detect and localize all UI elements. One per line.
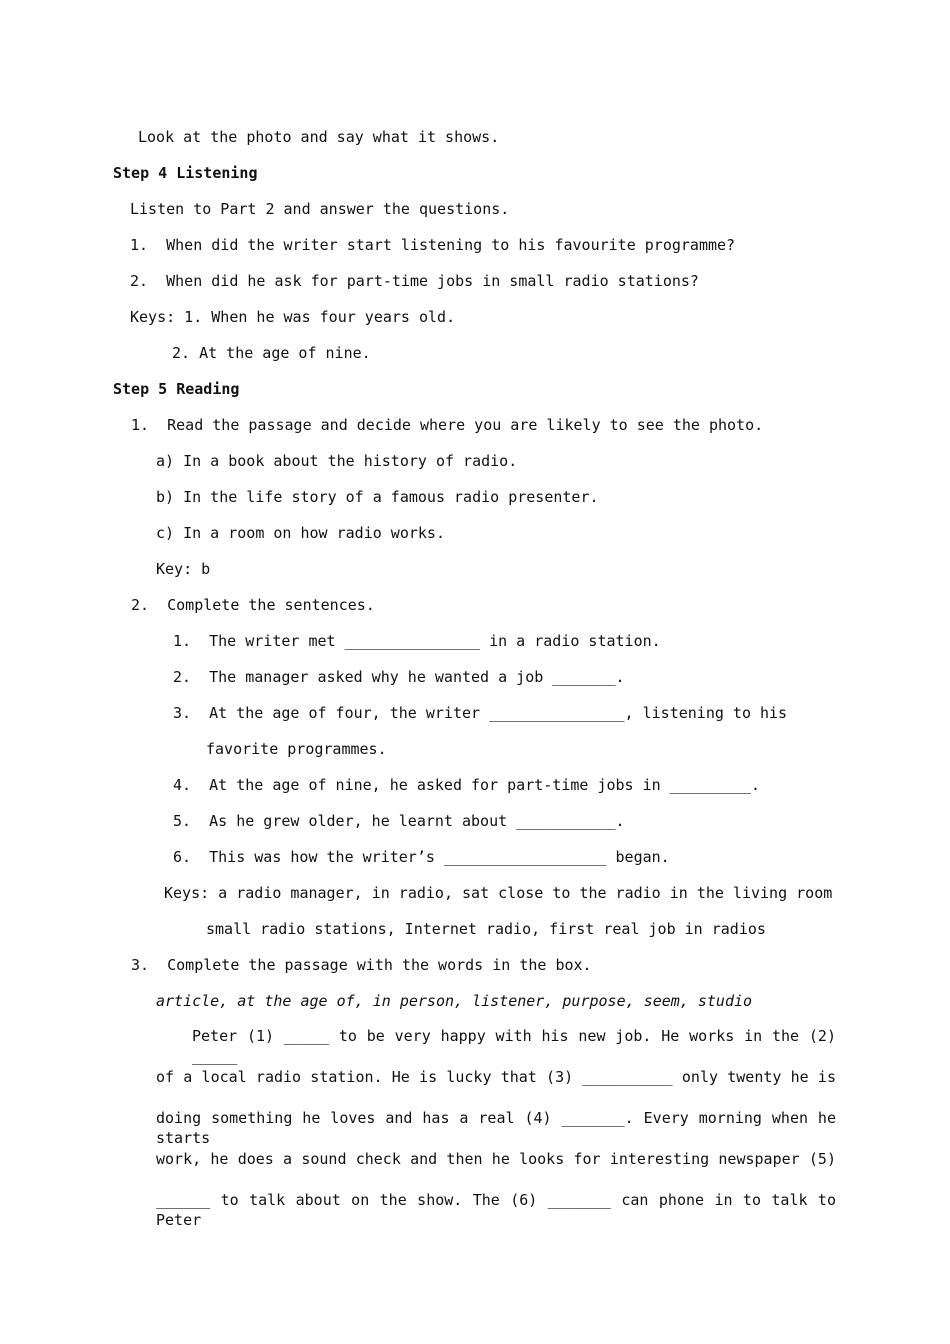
passage-line: work, he does a sound check and then he looks for interesting newspaper (5) <box>156 1150 836 1168</box>
task2-prompt: 2. Complete the sentences. <box>131 596 375 614</box>
step5-heading: Step 5 Reading <box>113 380 240 398</box>
task2-keys: small radio stations, Internet radio, first real job in radios <box>206 920 766 938</box>
step4-key: Keys: 1. When he was four years old. <box>130 308 456 326</box>
task2-item: 3. At the age of four, the writer _______________, listening to his <box>173 704 788 722</box>
step4-heading: Step 4 Listening <box>113 164 258 182</box>
intro-text: Look at the photo and say what it shows. <box>138 128 500 146</box>
step4-instruction: Listen to Part 2 and answer the questions. <box>130 200 510 218</box>
task1-option: a) In a book about the history of radio. <box>156 452 518 470</box>
task3-word-box: article, at the age of, in person, listener, purpose, seem, studio <box>156 992 753 1010</box>
task2-item-continued: favorite programmes. <box>206 740 387 758</box>
task1-prompt: 1. Read the passage and decide where you are likely to see the photo. <box>131 416 764 434</box>
task2-item: 5. As he grew older, he learnt about ___________. <box>173 812 625 830</box>
task2-keys: Keys: a radio manager, in radio, sat close to the radio in the living room <box>164 884 833 902</box>
task2-item: 6. This was how the writer’s __________________ began. <box>173 848 670 866</box>
task1-option: b) In the life story of a famous radio presenter. <box>156 488 599 506</box>
step4-question: 2. When did he ask for part-time jobs in small radio stations? <box>130 272 699 290</box>
task3-prompt: 3. Complete the passage with the words in the box. <box>131 956 592 974</box>
task1-option: c) In a room on how radio works. <box>156 524 445 542</box>
step4-question: 1. When did the writer start listening to his favourite programme? <box>130 236 736 254</box>
passage-line: Peter (1) _____ to be very happy with his new job. He works in the (2) _____ <box>192 1027 836 1065</box>
passage-line: of a local radio station. He is lucky that (3) __________ only twenty he is <box>156 1068 836 1086</box>
task1-key: Key: b <box>156 560 211 578</box>
task2-item: 1. The writer met _______________ in a radio station. <box>173 632 661 650</box>
task2-item: 2. The manager asked why he wanted a job _______. <box>173 668 625 686</box>
task2-item: 4. At the age of nine, he asked for part-time jobs in _________. <box>173 776 760 794</box>
passage-line: ______ to talk about on the show. The (6) _______ can phone in to talk to Peter <box>156 1191 836 1229</box>
passage-line: doing something he loves and has a real (4) _______. Every morning when he starts <box>156 1109 836 1147</box>
step4-key: 2. At the age of nine. <box>172 344 371 362</box>
